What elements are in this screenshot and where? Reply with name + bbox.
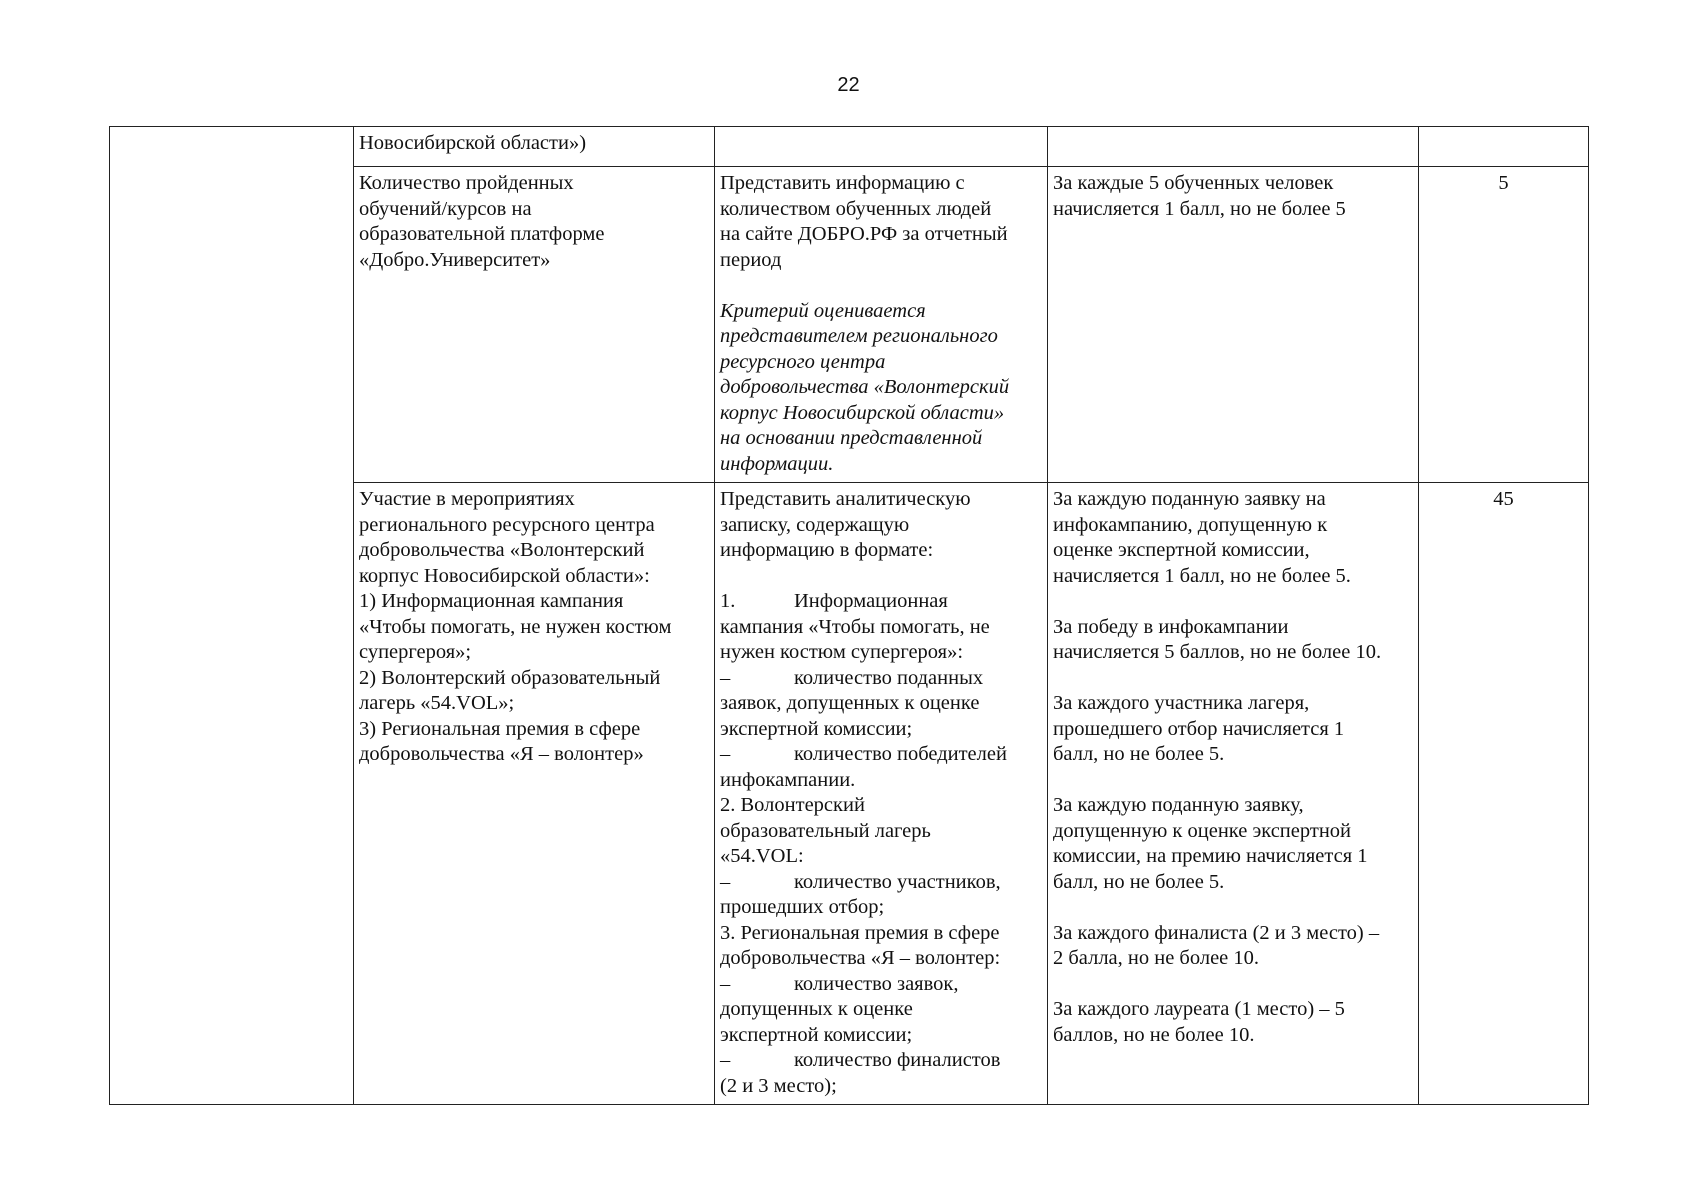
table-cell-empty (110, 127, 354, 1105)
assessment-note: Критерий оценивается представителем регионального ресурсного центра добровольчества «Волонтерский корпус Новосибирской области» на основании представленной информации. (720, 299, 1010, 475)
list-item: – количество победителей (720, 743, 1007, 765)
scoring-rule: За каждую поданную заявку на инфокампанию, допущенную к оценке экспертной комиссии, начисляется 1 балл, но не более 5. За победу в инфокампании начисляется 5 баллов, но не более 10. За каждого участника лагеря, прошедшего отбор начисляется 1 балл, но не более 5. За каждую поданную заявку, допущенную к оценке экспертной комиссии, на премию начисляется 1 балл, но не более 5. За каждого финалиста (2 и 3 место) – 2 балла, но не более 10. За каждого лауреата (1 место) – 5 баллов, но не более 10. (1048, 483, 1419, 1105)
criterion-name: Количество пройденных обучений/курсов на образовательной платформе «Добро.Университет» (354, 167, 715, 483)
list-item: 1. Информационная (720, 590, 948, 612)
criteria-table (109, 126, 1589, 1105)
table-cell (1419, 127, 1589, 167)
required-documents: Представить аналитическую записку, содержащую информацию в формате: 1. Информационная кампания «Чтобы помогать, не нужен костюм супергероя»: – количество поданных заявок, допущенных к оценке экспертной комиссии; – количество победителей инфокампании. 2. Волонтерский образовательный лагерь «54.VOL: – количество участников, прошедших отбор; 3. Региональная премия в сфере добровольчества «Я – волонтер: – количество заявок, допущенных к оценке экспертной комиссии; – количество финалистов (2 и 3 место); (715, 483, 1048, 1105)
page-number: 22 (837, 74, 860, 96)
list-item: – количество участников, (720, 870, 1001, 893)
list-item: – количество финалистов (720, 1049, 1001, 1071)
list-item: – количество поданных (720, 666, 984, 689)
max-score: 45 (1419, 483, 1589, 1105)
list-item: – количество заявок, (720, 972, 959, 995)
table-cell (1048, 127, 1419, 167)
criterion-name: Участие в мероприятиях регионального ресурсного центра добровольчества «Волонтерский корпус Новосибирской области»: 1) Информационная кампания «Чтобы помогать, не нужен костюм супергероя»; 2) Волонтерский образовательный лагерь «54.VOL»; 3) Региональная премия в сфере добровольчества «Я – волонтер» (354, 483, 715, 1105)
table-cell (715, 127, 1048, 167)
max-score: 5 (1419, 167, 1589, 483)
table-cell: Новосибирской области») (354, 127, 715, 167)
table-row (110, 127, 1589, 167)
required-documents: Представить информацию с количеством обученных людей на сайте ДОБРО.РФ за отчетный период Критерий оценивается представителем регионального ресурсного центра добровольчества «Волонтерский корпус Новосибирской области» на основании представленной информации. (715, 167, 1048, 483)
scoring-rule: За каждые 5 обученных человек начисляется 1 балл, но не более 5 (1048, 167, 1419, 483)
